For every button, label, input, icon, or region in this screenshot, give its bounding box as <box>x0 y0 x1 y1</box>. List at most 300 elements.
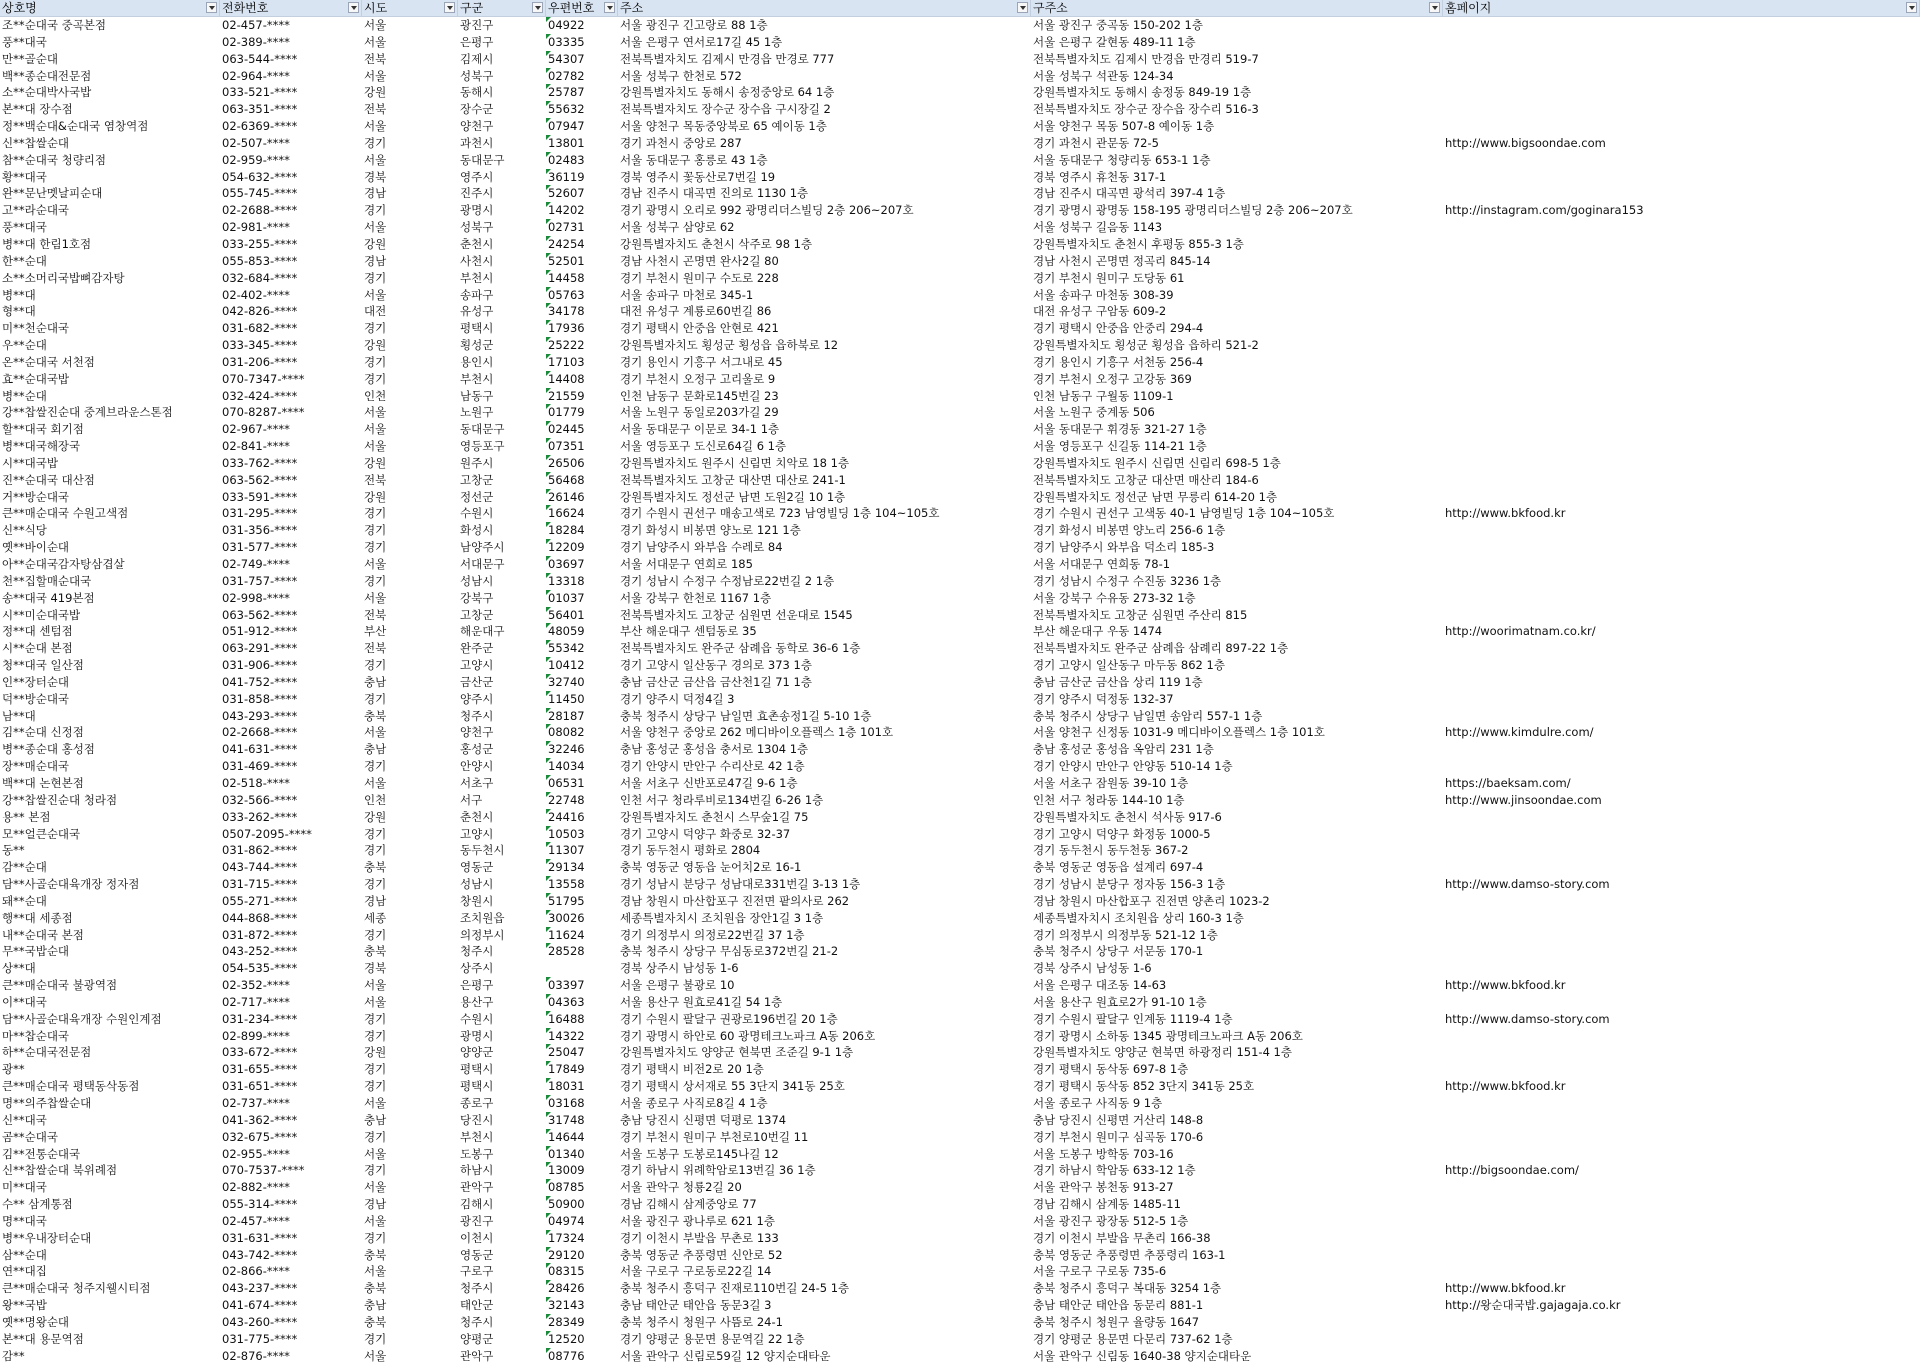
cell-address[interactable]: 충북 영동군 영동읍 눈어치2로 16-1 <box>620 860 802 875</box>
cell-homepage[interactable] <box>1443 472 1920 489</box>
cell-old-address[interactable]: 경기 하남시 학암동 633-12 1층 <box>1033 1163 1196 1178</box>
cell-address[interactable]: 서울 은평구 불광로 10 <box>620 978 735 993</box>
cell-gugun[interactable]: 완주군 <box>460 641 494 656</box>
cell-zipcode[interactable]: 11450 <box>546 691 618 708</box>
cell-gugun[interactable]: 광명시 <box>460 203 494 218</box>
cell-old-address[interactable]: 서울 종로구 사직동 9 1층 <box>1033 1096 1163 1110</box>
cell-name[interactable]: 옛**명왕순대 <box>2 1314 70 1329</box>
cell-name[interactable]: 큰**매순대국 수원고색점 <box>2 506 129 521</box>
cell-address[interactable]: 경기 평택시 상서재로 55 3단지 341동 25호 <box>620 1079 845 1094</box>
cell-gugun[interactable]: 청주시 <box>460 1314 494 1329</box>
cell-homepage[interactable] <box>1443 910 1920 927</box>
cell-sido[interactable]: 충북 <box>364 1314 387 1329</box>
cell-phone[interactable]: 02-964-**** <box>222 68 290 83</box>
cell-zipcode[interactable]: 18031 <box>546 1078 618 1095</box>
cell-zipcode[interactable]: 01779 <box>546 404 618 421</box>
cell-address[interactable]: 세종특별자치시 조치원읍 장안1길 3 1층 <box>620 910 824 925</box>
cell-gugun[interactable]: 태안군 <box>460 1298 494 1313</box>
cell-zipcode[interactable]: 03168 <box>546 1095 618 1112</box>
cell-address[interactable]: 전북특별자치도 완주군 삼례읍 동학로 36-6 1층 <box>620 641 861 656</box>
cell-name[interactable]: 온**순대국 서천점 <box>2 354 95 369</box>
cell-zipcode[interactable]: 01037 <box>546 590 618 607</box>
cell-address[interactable]: 강원특별자치도 동해시 송정중앙로 64 1층 <box>620 85 835 100</box>
cell-address[interactable]: 인천 남동구 문화로145번길 23 <box>620 388 779 403</box>
cell-name[interactable]: 행**대 세종점 <box>2 910 73 925</box>
cell-old-address[interactable]: 전북특별자치도 고창군 대산면 매산리 184-6 <box>1033 472 1259 487</box>
cell-address[interactable]: 경기 용인시 기흥구 서그내로 45 <box>620 354 783 369</box>
cell-phone[interactable]: 070-7537-**** <box>222 1163 305 1178</box>
cell-phone[interactable]: 02-737-**** <box>222 1096 290 1110</box>
cell-name[interactable]: 우**순대 <box>2 338 47 353</box>
cell-name[interactable]: 큰**매순대국 불광역점 <box>2 978 118 993</box>
filter-dropdown-icon[interactable] <box>444 2 455 13</box>
cell-address[interactable]: 경기 수원시 권선구 매송고색로 723 남영빌딩 1층 104~105호 <box>620 506 940 521</box>
cell-address[interactable]: 강원특별자치도 정선군 남면 도원2길 10 1층 <box>620 489 846 504</box>
cell-sido[interactable]: 경기 <box>364 506 387 521</box>
cell-zipcode[interactable]: 02731 <box>546 219 618 236</box>
cell-phone[interactable]: 063-291-**** <box>222 641 298 656</box>
cell-name[interactable]: 풍**대국 <box>2 34 47 49</box>
cell-old-address[interactable]: 경기 성남시 수정구 수진동 3236 1층 <box>1033 573 1222 588</box>
cell-homepage[interactable] <box>1443 826 1920 843</box>
cell-phone[interactable]: 033-345-**** <box>222 338 298 353</box>
cell-sido[interactable]: 대전 <box>364 304 387 319</box>
cell-phone[interactable]: 063-562-**** <box>222 607 298 622</box>
cell-phone[interactable]: 02-457-**** <box>222 18 290 32</box>
cell-old-address[interactable]: 서울 성북구 길음동 1143 <box>1033 220 1163 235</box>
cell-sido[interactable]: 경기 <box>364 1230 387 1245</box>
cell-address[interactable]: 대전 유성구 계룡로60번길 86 <box>620 304 772 319</box>
cell-sido[interactable]: 경기 <box>364 1028 387 1043</box>
cell-homepage[interactable] <box>1443 270 1920 287</box>
cell-gugun[interactable]: 도봉구 <box>460 1146 494 1161</box>
cell-phone[interactable]: 02-967-**** <box>222 422 290 437</box>
cell-zipcode[interactable]: 14458 <box>546 270 618 287</box>
cell-gugun[interactable]: 송파구 <box>460 287 494 302</box>
cell-zipcode[interactable]: 21559 <box>546 388 618 405</box>
cell-gugun[interactable]: 상주시 <box>460 961 494 976</box>
cell-gugun[interactable]: 은평구 <box>460 978 494 993</box>
cell-gugun[interactable]: 의정부시 <box>460 927 505 942</box>
cell-sido[interactable]: 전북 <box>364 641 387 656</box>
cell-address[interactable]: 경기 화성시 비봉면 양노로 121 1층 <box>620 523 801 538</box>
cell-homepage[interactable] <box>1443 640 1920 657</box>
cell-address[interactable]: 충남 금산군 금산읍 금산천1길 71 1층 <box>620 674 812 689</box>
cell-name[interactable]: 연**대집 <box>2 1264 47 1279</box>
cell-zipcode[interactable]: 28426 <box>546 1280 618 1297</box>
cell-address[interactable]: 서울 노원구 동일로203가길 29 <box>620 405 779 420</box>
cell-address[interactable]: 경남 김해시 삼계중앙로 77 <box>620 1197 757 1212</box>
cell-gugun[interactable]: 남동구 <box>460 388 494 403</box>
cell-sido[interactable]: 경남 <box>364 186 387 201</box>
cell-gugun[interactable]: 성남시 <box>460 573 494 588</box>
cell-name[interactable]: 담**사골순대육개장 정자점 <box>2 877 140 892</box>
filter-dropdown-icon[interactable] <box>1429 2 1440 13</box>
cell-gugun[interactable]: 서초구 <box>460 775 494 790</box>
cell-name[interactable]: 무**국밥순대 <box>2 944 70 959</box>
cell-old-address[interactable]: 경남 김해시 삼계동 1485-11 <box>1033 1197 1181 1212</box>
cell-homepage[interactable] <box>1443 68 1920 85</box>
cell-homepage[interactable] <box>1443 1331 1920 1348</box>
cell-zipcode[interactable]: 17849 <box>546 1061 618 1078</box>
cell-homepage[interactable]: http://www.damso-story.com <box>1445 877 1610 892</box>
cell-sido[interactable]: 서울 <box>364 405 387 420</box>
cell-address[interactable]: 경기 과천시 중앙로 287 <box>620 135 742 150</box>
cell-old-address[interactable]: 경기 광명시 광명동 158-195 광명리더스빌딩 2층 206~207호 <box>1033 203 1353 218</box>
cell-sido[interactable]: 경남 <box>364 1197 387 1212</box>
cell-homepage[interactable]: http://www.bkfood.kr <box>1445 978 1566 993</box>
cell-homepage[interactable] <box>1443 337 1920 354</box>
cell-old-address[interactable]: 강원특별자치도 횡성군 횡성읍 읍하리 521-2 <box>1033 338 1259 353</box>
cell-name[interactable]: 명**의주찹쌀순대 <box>2 1096 92 1110</box>
cell-old-address[interactable]: 충남 홍성군 홍성읍 옥암리 231 1층 <box>1033 742 1214 757</box>
cell-gugun[interactable]: 장수군 <box>460 102 494 117</box>
cell-homepage[interactable] <box>1443 556 1920 573</box>
cell-old-address[interactable]: 강원특별자치도 동해시 송정동 849-19 1층 <box>1033 85 1252 100</box>
cell-phone[interactable]: 051-912-**** <box>222 624 298 639</box>
cell-phone[interactable]: 02-2668-**** <box>222 725 298 740</box>
cell-zipcode[interactable]: 01340 <box>546 1146 618 1163</box>
cell-sido[interactable]: 서울 <box>364 422 387 437</box>
cell-phone[interactable]: 02-389-**** <box>222 34 290 49</box>
cell-gugun[interactable]: 고창군 <box>460 472 494 487</box>
cell-name[interactable]: 송**대국 419본점 <box>2 590 95 605</box>
cell-old-address[interactable]: 경기 수원시 팔달구 인계동 1119-4 1층 <box>1033 1011 1233 1026</box>
cell-gugun[interactable]: 당진시 <box>460 1112 494 1127</box>
cell-address[interactable]: 서울 동대문구 홍릉로 43 1층 <box>620 152 768 167</box>
cell-phone[interactable]: 031-356-**** <box>222 523 298 538</box>
cell-gugun[interactable]: 성북구 <box>460 68 494 83</box>
cell-sido[interactable]: 경기 <box>364 1163 387 1178</box>
cell-old-address[interactable]: 서울 관악구 신림동 1640-38 양지순대타운 <box>1033 1348 1252 1363</box>
cell-homepage[interactable] <box>1443 994 1920 1011</box>
cell-gugun[interactable]: 과천시 <box>460 135 494 150</box>
cell-homepage[interactable] <box>1443 657 1920 674</box>
filter-dropdown-icon[interactable] <box>206 2 217 13</box>
cell-sido[interactable]: 충남 <box>364 1298 387 1313</box>
cell-zipcode[interactable]: 03397 <box>546 977 618 994</box>
cell-name[interactable]: 김**순대 신정점 <box>2 725 84 740</box>
cell-homepage[interactable] <box>1443 371 1920 388</box>
cell-address[interactable]: 서울 관악구 신림로59길 12 양지순대타운 <box>620 1348 831 1363</box>
cell-old-address[interactable]: 경기 안양시 만안구 안양동 510-14 1층 <box>1033 759 1233 774</box>
cell-homepage[interactable] <box>1443 34 1920 51</box>
cell-sido[interactable]: 경기 <box>364 658 387 673</box>
cell-sido[interactable]: 서울 <box>364 1264 387 1279</box>
cell-phone[interactable]: 041-674-**** <box>222 1298 298 1313</box>
cell-sido[interactable]: 서울 <box>364 1146 387 1161</box>
cell-name[interactable]: 상**대 <box>2 961 36 976</box>
cell-address[interactable]: 서울 양천구 중앙로 262 메디바이오플렉스 1층 101호 <box>620 725 894 740</box>
cell-sido[interactable]: 경기 <box>364 321 387 336</box>
cell-address[interactable]: 강원특별자치도 원주시 신림면 치악로 18 1층 <box>620 455 850 470</box>
cell-address[interactable]: 서울 서초구 신반포로47길 9-6 1층 <box>620 775 798 790</box>
column-header-zipcode[interactable] <box>546 0 618 17</box>
cell-address[interactable]: 경남 창원시 마산합포구 진전면 팥의사로 262 <box>620 893 850 908</box>
cell-phone[interactable]: 031-655-**** <box>222 1062 298 1077</box>
cell-address[interactable]: 서울 송파구 마천로 345-1 <box>620 287 754 302</box>
cell-address[interactable]: 서울 동대문구 이문로 34-1 1층 <box>620 422 780 437</box>
cell-phone[interactable]: 031-469-**** <box>222 759 298 774</box>
cell-name[interactable]: 감**순대 <box>2 860 47 875</box>
cell-homepage[interactable] <box>1443 522 1920 539</box>
cell-zipcode[interactable]: 34178 <box>546 303 618 320</box>
cell-gugun[interactable]: 수원시 <box>460 1011 494 1026</box>
cell-sido[interactable]: 서울 <box>364 557 387 571</box>
cell-phone[interactable]: 031-206-**** <box>222 354 298 369</box>
cell-zipcode[interactable]: 03335 <box>546 34 618 51</box>
cell-phone[interactable]: 054-535-**** <box>222 961 298 976</box>
cell-name[interactable]: 용** 본점 <box>2 809 51 824</box>
cell-sido[interactable]: 서울 <box>364 18 387 32</box>
cell-sido[interactable]: 서울 <box>364 1213 387 1228</box>
cell-gugun[interactable]: 부천시 <box>460 270 494 285</box>
cell-zipcode[interactable]: 50900 <box>546 1196 618 1213</box>
cell-address[interactable]: 전북특별자치도 김제시 만경읍 만경로 777 <box>620 51 835 66</box>
cell-phone[interactable]: 02-959-**** <box>222 152 290 167</box>
cell-phone[interactable]: 02-998-**** <box>222 590 290 605</box>
cell-phone[interactable]: 063-562-**** <box>222 472 298 487</box>
cell-gugun[interactable]: 영등포구 <box>460 439 505 454</box>
cell-zipcode[interactable]: 04363 <box>546 994 618 1011</box>
cell-phone[interactable]: 043-742-**** <box>222 1247 298 1262</box>
cell-zipcode[interactable]: 14322 <box>546 1028 618 1045</box>
cell-address[interactable]: 서울 광진구 긴고랑로 88 1층 <box>620 18 768 32</box>
cell-old-address[interactable]: 서울 동대문구 휘경동 321-27 1층 <box>1033 422 1207 437</box>
cell-name[interactable]: 병**대 한림1호점 <box>2 236 92 251</box>
cell-old-address[interactable]: 전북특별자치도 김제시 만경읍 만경리 519-7 <box>1033 51 1259 66</box>
cell-homepage[interactable]: http://www.bkfood.kr <box>1445 506 1566 521</box>
filter-dropdown-icon[interactable] <box>1906 2 1917 13</box>
cell-old-address[interactable]: 전북특별자치도 장수군 장수읍 장수리 516-3 <box>1033 102 1259 117</box>
cell-name[interactable]: 아**순대국감자탕삼겹살 <box>2 557 125 571</box>
cell-phone[interactable]: 033-262-**** <box>222 809 298 824</box>
cell-sido[interactable]: 경기 <box>364 759 387 774</box>
cell-name[interactable]: 강**찹쌀진순대 청라점 <box>2 792 118 807</box>
cell-old-address[interactable]: 강원특별자치도 양양군 현북면 하광정리 151-4 1층 <box>1033 1045 1292 1060</box>
cell-gugun[interactable]: 청주시 <box>460 944 494 959</box>
cell-zipcode[interactable]: 17936 <box>546 320 618 337</box>
cell-address[interactable]: 경기 성남시 수정구 수정남로22번길 2 1층 <box>620 573 835 588</box>
cell-name[interactable]: 내**순대국 본점 <box>2 927 84 942</box>
cell-homepage[interactable] <box>1443 1213 1920 1230</box>
column-header-old-address[interactable] <box>1031 0 1443 17</box>
cell-zipcode[interactable]: 28528 <box>546 943 618 960</box>
cell-homepage[interactable]: http://www.jinsoondae.com <box>1445 792 1602 807</box>
cell-gugun[interactable]: 종로구 <box>460 1096 494 1110</box>
cell-name[interactable]: 할**대국 회기점 <box>2 422 84 437</box>
cell-sido[interactable]: 서울 <box>364 1096 387 1110</box>
cell-homepage[interactable]: http://www.bigsoondae.com <box>1445 135 1606 150</box>
cell-phone[interactable]: 032-424-**** <box>222 388 298 403</box>
cell-name[interactable]: 광** <box>2 1062 25 1077</box>
cell-zipcode[interactable]: 10412 <box>546 657 618 674</box>
cell-homepage[interactable] <box>1443 1129 1920 1146</box>
cell-sido[interactable]: 강원 <box>364 809 387 824</box>
cell-name[interactable]: 인**장터순대 <box>2 674 70 689</box>
cell-zipcode[interactable]: 14202 <box>546 202 618 219</box>
cell-zipcode[interactable]: 48059 <box>546 623 618 640</box>
cell-phone[interactable]: 063-351-**** <box>222 102 298 117</box>
cell-zipcode[interactable]: 28187 <box>546 708 618 725</box>
cell-address[interactable]: 부산 해운대구 센텀동로 35 <box>620 624 757 639</box>
cell-sido[interactable]: 인천 <box>364 792 387 807</box>
cell-gugun[interactable]: 강북구 <box>460 590 494 605</box>
cell-sido[interactable]: 경기 <box>364 843 387 858</box>
cell-gugun[interactable]: 동대문구 <box>460 152 505 167</box>
cell-zipcode[interactable]: 56401 <box>546 607 618 624</box>
cell-phone[interactable]: 02-981-**** <box>222 220 290 235</box>
cell-address[interactable]: 서울 영등포구 도신로64길 6 1층 <box>620 439 787 454</box>
cell-sido[interactable]: 강원 <box>364 1045 387 1060</box>
cell-homepage[interactable]: http://www.kimdulre.com/ <box>1445 725 1594 740</box>
cell-zipcode[interactable]: 30026 <box>546 910 618 927</box>
cell-zipcode[interactable]: 03697 <box>546 556 618 573</box>
cell-address[interactable]: 경기 수원시 팔달구 권광로196번길 20 1층 <box>620 1011 838 1026</box>
cell-old-address[interactable]: 서울 영등포구 신길동 114-21 1층 <box>1033 439 1207 454</box>
cell-address[interactable]: 경기 이천시 부발읍 무촌로 133 <box>620 1230 779 1245</box>
cell-address[interactable]: 전북특별자치도 고창군 대산면 대산로 241-1 <box>620 472 846 487</box>
cell-zipcode[interactable]: 14408 <box>546 371 618 388</box>
cell-sido[interactable]: 경기 <box>364 371 387 386</box>
cell-gugun[interactable]: 창원시 <box>460 893 494 908</box>
cell-name[interactable]: 큰**매순대국 청주지웰시티점 <box>2 1281 151 1296</box>
cell-sido[interactable]: 강원 <box>364 236 387 251</box>
cell-phone[interactable]: 070-7347-**** <box>222 371 305 386</box>
cell-old-address[interactable]: 전북특별자치도 고창군 심원면 주산리 815 <box>1033 607 1248 622</box>
cell-address[interactable]: 경기 광명시 하안로 60 광명테크노파크 A동 206호 <box>620 1028 876 1043</box>
cell-zipcode[interactable]: 55632 <box>546 101 618 118</box>
cell-name[interactable]: 한**순대 <box>2 253 47 268</box>
cell-phone[interactable]: 02-866-**** <box>222 1264 290 1279</box>
cell-homepage[interactable] <box>1443 1314 1920 1331</box>
cell-address[interactable]: 인천 서구 청라루비로134번길 6-26 1층 <box>620 792 824 807</box>
cell-sido[interactable]: 경북 <box>364 961 387 976</box>
cell-zipcode[interactable]: 13009 <box>546 1162 618 1179</box>
cell-phone[interactable]: 031-682-**** <box>222 321 298 336</box>
filter-dropdown-icon[interactable] <box>532 2 543 13</box>
cell-phone[interactable]: 063-544-**** <box>222 51 298 66</box>
cell-gugun[interactable]: 광진구 <box>460 18 494 32</box>
cell-sido[interactable]: 강원 <box>364 85 387 100</box>
cell-name[interactable]: 병**종순대 홍성점 <box>2 742 95 757</box>
cell-phone[interactable]: 031-577-**** <box>222 540 298 555</box>
cell-address[interactable]: 충북 영동군 추풍령면 신안로 52 <box>620 1247 783 1262</box>
cell-homepage[interactable]: http://www.bkfood.kr <box>1445 1079 1566 1094</box>
cell-zipcode[interactable]: 25222 <box>546 337 618 354</box>
cell-sido[interactable]: 경북 <box>364 169 387 184</box>
cell-address[interactable]: 경기 양주시 덕정4길 3 <box>620 691 735 706</box>
cell-gugun[interactable]: 양주시 <box>460 691 494 706</box>
cell-gugun[interactable]: 관악구 <box>460 1348 494 1363</box>
cell-name[interactable]: 병**대국해장국 <box>2 439 81 454</box>
cell-old-address[interactable]: 경남 창원시 마산합포구 진전면 양촌리 1023-2 <box>1033 893 1270 908</box>
cell-sido[interactable]: 경기 <box>364 573 387 588</box>
cell-phone[interactable]: 041-752-**** <box>222 674 298 689</box>
cell-sido[interactable]: 서울 <box>364 1180 387 1195</box>
cell-phone[interactable]: 031-862-**** <box>222 843 298 858</box>
cell-address[interactable]: 서울 광진구 광나루로 621 1층 <box>620 1213 775 1228</box>
cell-old-address[interactable]: 경기 양주시 덕정동 132-37 <box>1033 691 1174 706</box>
cell-old-address[interactable]: 경기 광명시 소하동 1345 광명테크노파크 A동 206호 <box>1033 1028 1303 1043</box>
cell-old-address[interactable]: 경기 고양시 일산동구 마두동 862 1층 <box>1033 658 1225 673</box>
cell-address[interactable]: 충남 태안군 태안읍 동문3길 3 <box>620 1298 772 1313</box>
cell-gugun[interactable]: 김제시 <box>460 51 494 66</box>
cell-phone[interactable]: 044-868-**** <box>222 910 298 925</box>
cell-gugun[interactable]: 화성시 <box>460 523 494 538</box>
cell-gugun[interactable]: 양양군 <box>460 1045 494 1060</box>
cell-address[interactable]: 충북 청주시 상당구 무심동로372번길 21-2 <box>620 944 839 959</box>
cell-old-address[interactable]: 인천 남동구 구월동 1109-1 <box>1033 388 1174 403</box>
cell-address[interactable]: 경기 고양시 덕양구 화중로 32-37 <box>620 826 791 841</box>
cell-zipcode[interactable]: 32246 <box>546 741 618 758</box>
cell-old-address[interactable]: 충남 당진시 신평면 거산리 148-8 <box>1033 1112 1204 1127</box>
cell-homepage[interactable] <box>1443 960 1920 977</box>
cell-homepage[interactable]: http://왕순대국밥.gajagaja.co.kr <box>1445 1298 1621 1313</box>
cell-gugun[interactable]: 사천시 <box>460 253 494 268</box>
column-header-sido[interactable] <box>362 0 458 17</box>
cell-name[interactable]: 시**순대 본점 <box>2 641 73 656</box>
cell-old-address[interactable]: 서울 관악구 봉천동 913-27 <box>1033 1180 1174 1195</box>
cell-address[interactable]: 경기 부천시 원미구 수도로 228 <box>620 270 779 285</box>
cell-name[interactable]: 정**대 센텀점 <box>2 624 73 639</box>
cell-phone[interactable]: 0507-2095-**** <box>222 826 312 841</box>
cell-zipcode[interactable]: 31748 <box>546 1112 618 1129</box>
cell-phone[interactable]: 055-853-**** <box>222 253 298 268</box>
cell-sido[interactable]: 충북 <box>364 708 387 723</box>
cell-homepage[interactable]: http://www.damso-story.com <box>1445 1011 1610 1026</box>
cell-phone[interactable]: 033-762-**** <box>222 455 298 470</box>
cell-zipcode[interactable]: 17103 <box>546 354 618 371</box>
cell-sido[interactable]: 서울 <box>364 1348 387 1363</box>
cell-name[interactable]: 미**천순대국 <box>2 321 70 336</box>
cell-homepage[interactable]: http://woorimatnam.co.kr/ <box>1445 624 1596 639</box>
cell-phone[interactable]: 032-684-**** <box>222 270 298 285</box>
cell-zipcode[interactable]: 14034 <box>546 758 618 775</box>
cell-gugun[interactable]: 해운대구 <box>460 624 505 639</box>
cell-phone[interactable]: 02-882-**** <box>222 1180 290 1195</box>
cell-gugun[interactable]: 진주시 <box>460 186 494 201</box>
cell-old-address[interactable]: 서울 양천구 목동 507-8 예이동 1층 <box>1033 119 1215 134</box>
cell-old-address[interactable]: 서울 서초구 잠원동 39-10 1층 <box>1033 775 1189 790</box>
cell-phone[interactable]: 02-841-**** <box>222 439 290 454</box>
cell-sido[interactable]: 서울 <box>364 119 387 134</box>
cell-phone[interactable]: 055-314-**** <box>222 1197 298 1212</box>
cell-old-address[interactable]: 서울 광진구 중곡동 150-202 1층 <box>1033 18 1203 32</box>
cell-name[interactable]: 하**순대국전문점 <box>2 1045 92 1060</box>
cell-sido[interactable]: 서울 <box>364 590 387 605</box>
cell-old-address[interactable]: 대전 유성구 구암동 609-2 <box>1033 304 1167 319</box>
cell-old-address[interactable]: 경기 동두천시 동두천동 367-2 <box>1033 843 1189 858</box>
cell-name[interactable]: 마**찹순대국 <box>2 1028 70 1043</box>
cell-gugun[interactable]: 영주시 <box>460 169 494 184</box>
cell-name[interactable]: 모**얼큰순대국 <box>2 826 81 841</box>
cell-old-address[interactable]: 서울 은평구 갈현동 489-11 1층 <box>1033 34 1196 49</box>
cell-gugun[interactable]: 양천구 <box>460 119 494 134</box>
cell-address[interactable]: 경북 상주시 남성동 1-6 <box>620 961 739 976</box>
cell-zipcode[interactable]: 51795 <box>546 893 618 910</box>
cell-address[interactable]: 강원특별자치도 춘천시 삭주로 98 1층 <box>620 236 813 251</box>
cell-old-address[interactable]: 충북 청주시 청원구 율량동 1647 <box>1033 1314 1200 1329</box>
cell-sido[interactable]: 충남 <box>364 742 387 757</box>
cell-homepage[interactable] <box>1443 421 1920 438</box>
cell-sido[interactable]: 강원 <box>364 455 387 470</box>
cell-gugun[interactable]: 남양주시 <box>460 540 505 555</box>
cell-address[interactable]: 서울 은평구 연서로17길 45 1층 <box>620 34 783 49</box>
cell-sido[interactable]: 세종 <box>364 910 387 925</box>
cell-homepage[interactable] <box>1443 219 1920 236</box>
cell-old-address[interactable]: 경기 부천시 오정구 고강동 369 <box>1033 371 1192 386</box>
